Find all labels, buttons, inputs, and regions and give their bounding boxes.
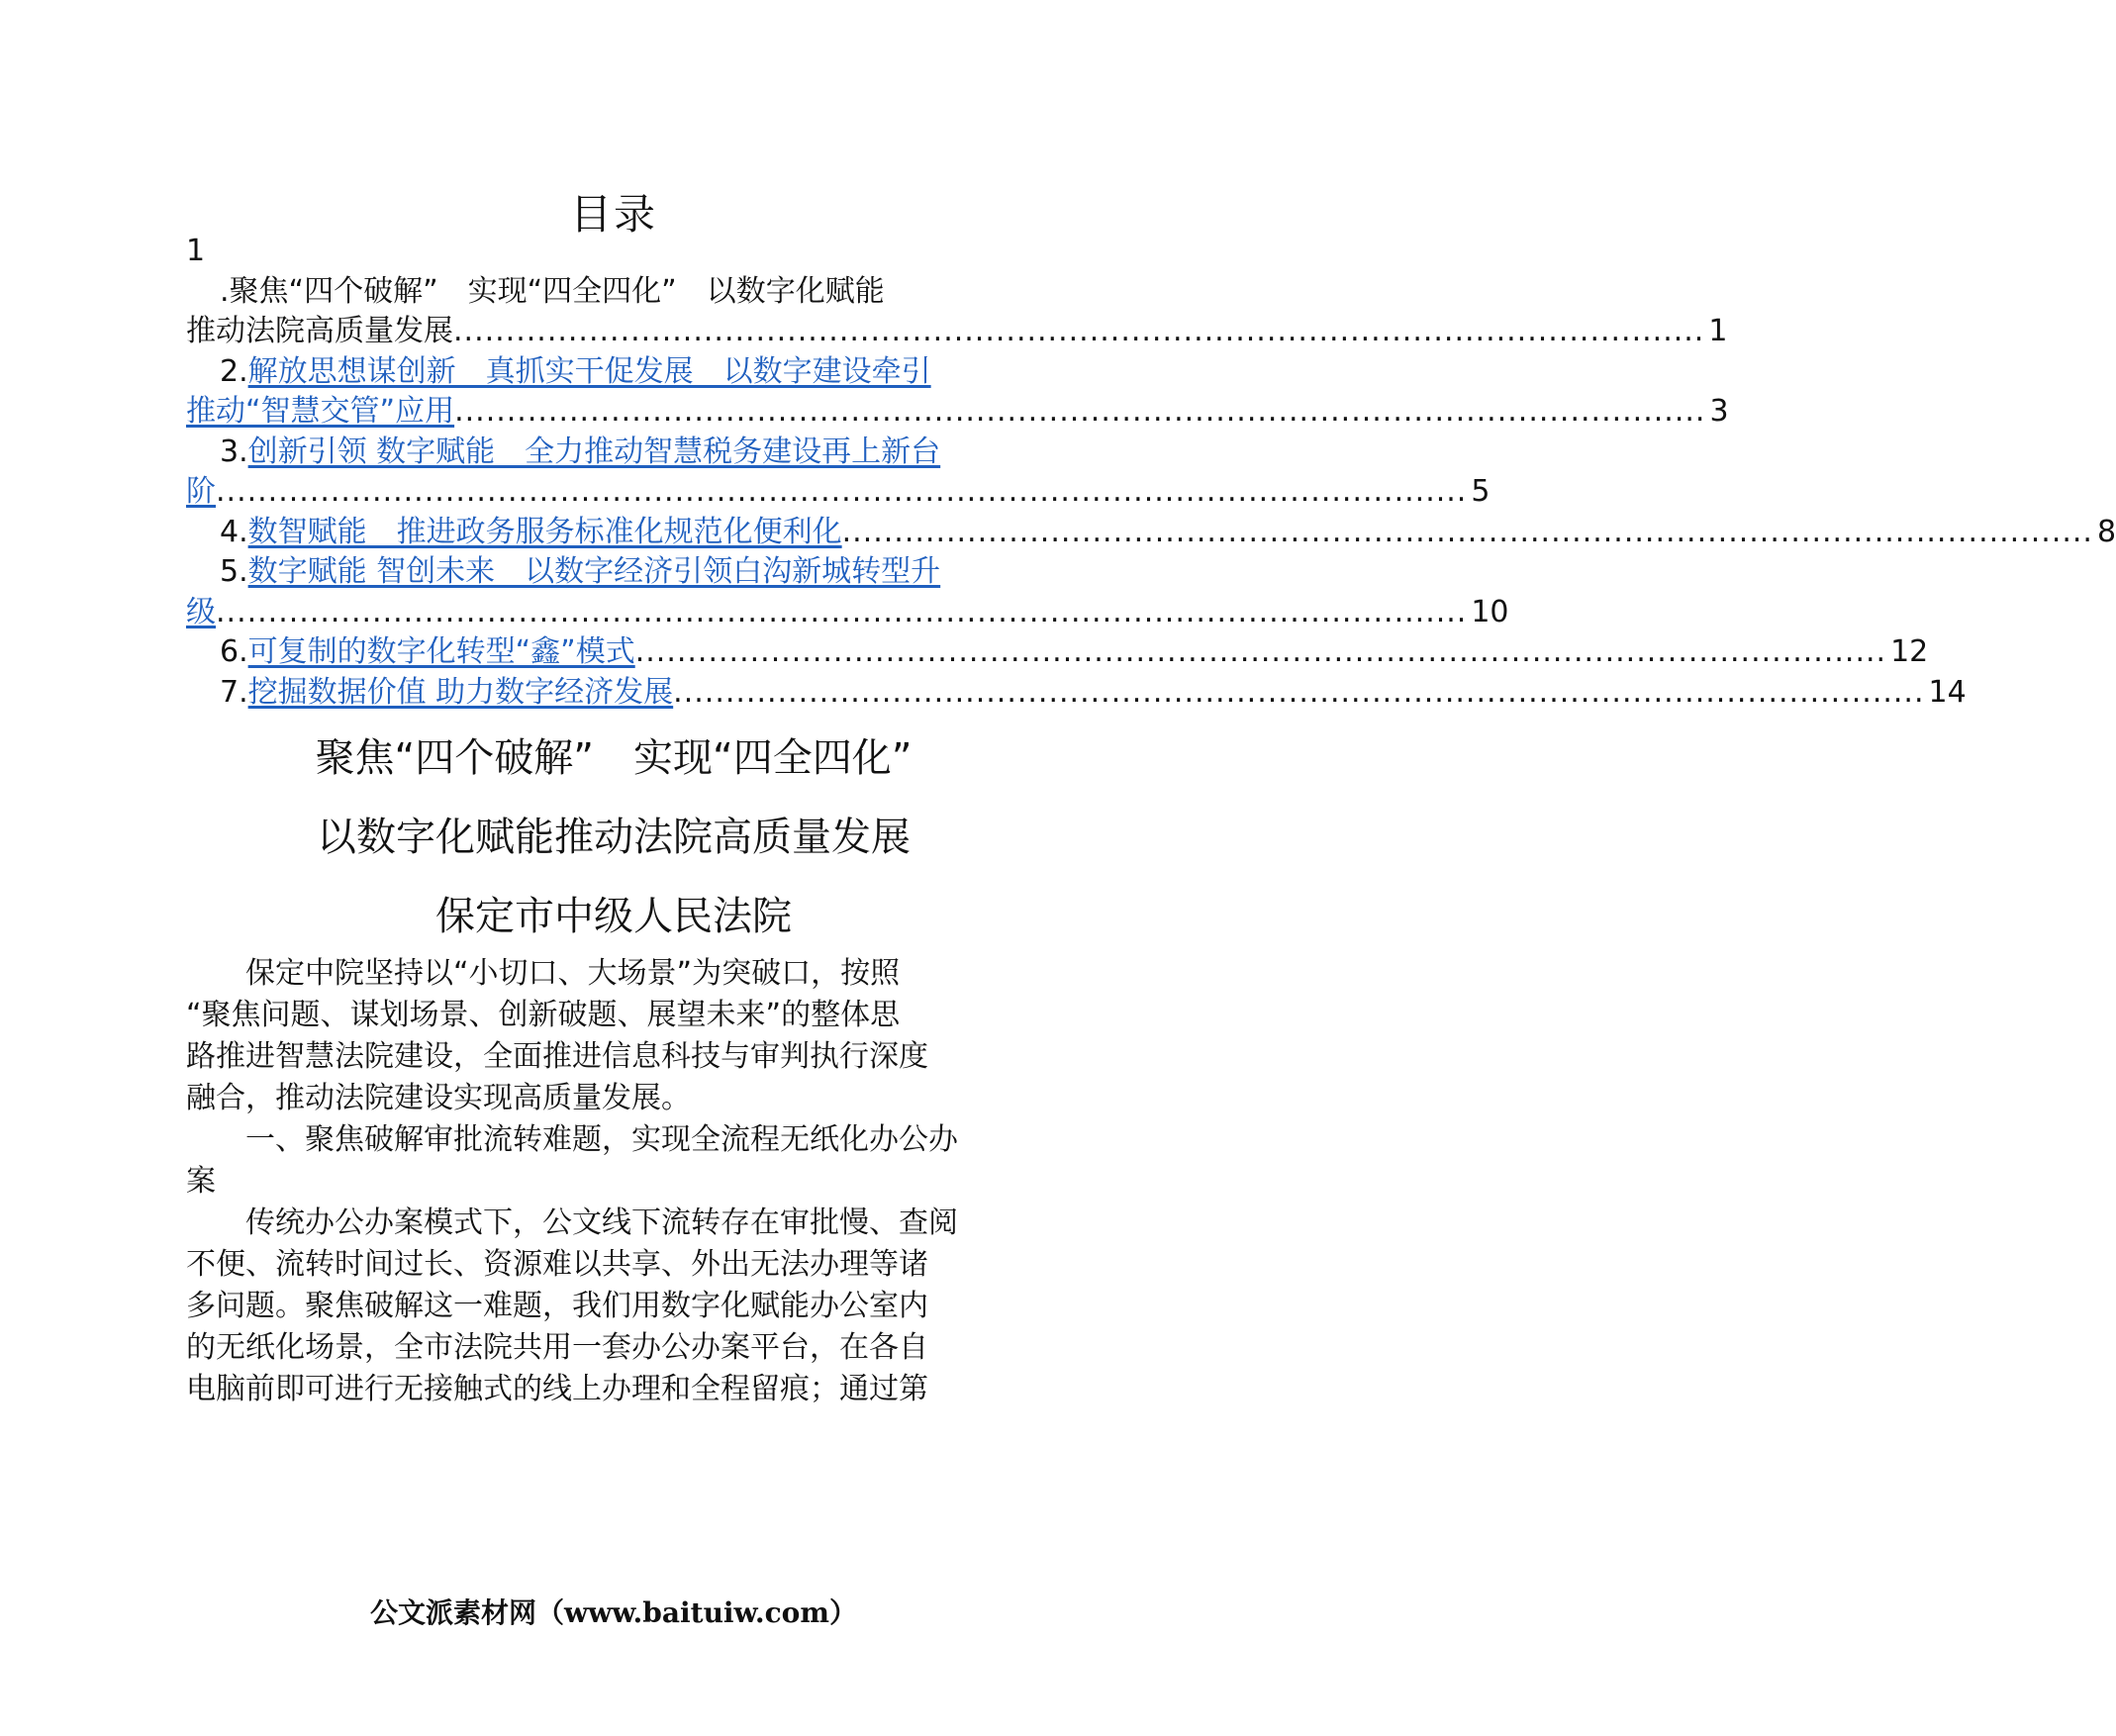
paragraph-line: 不便、流转时间过长、资源难以共享、外出无法办理等诸 [186, 1247, 928, 1282]
toc-item-2-line2[interactable] [186, 390, 1729, 434]
toc-item-4[interactable]: 4. 数智赋能 推进政务服务标准化规范化便利化 ........................................................................................................................ 8 [186, 511, 1043, 554]
article-title-line2: 以数字化赋能推动法院高质量发展 [317, 815, 911, 860]
toc-item-3-line1[interactable]: 3.创新引领 数字赋能 全力推动智慧税务建设再上新台 [220, 434, 941, 469]
toc-item-6[interactable]: 6. 可复制的数字化转型“鑫”模式 ........................................................................................................................ 12 [186, 630, 1043, 674]
section-heading-line: 案 [186, 1164, 216, 1199]
paragraph-line: 电脑前即可进行无接触式的线上办理和全程留痕；通过第 [186, 1372, 928, 1406]
toc-item-2-line1[interactable]: 2.解放思想谋创新 真抓实干促发展 以数字建设牵引 [220, 354, 931, 389]
toc-page-number: 12 [1890, 634, 1929, 669]
article-title-line1: 聚焦“四个破解” 实现“四全四化” [315, 735, 913, 781]
toc-page-number: 10 [1471, 595, 1509, 629]
toc-page-number: 8 [2096, 515, 2116, 549]
toc-item-5-line1[interactable]: 5.数字赋能 智创未来 以数字经济引领白沟新城转型升 [220, 554, 941, 589]
toc-item-6-link[interactable]: 可复制的数字化转型“鑫”模式 [247, 634, 635, 669]
paragraph-line: 多问题。聚焦破解这一难题，我们用数字化赋能办公室内 [186, 1289, 928, 1323]
toc-leader-dots: ........................................................................................................................ [453, 314, 1705, 348]
toc-item-2-link[interactable]: 解放思想谋创新 真抓实干促发展 以数字建设牵引 [247, 354, 931, 389]
toc-item-1-line2[interactable]: 推动法院高质量发展 ........................................................................................................................ 1 [186, 310, 1043, 353]
toc-title: 目录 [569, 190, 657, 239]
paragraph-line: 路推进智慧法院建设，全面推进信息科技与审判执行深度 [186, 1039, 928, 1074]
toc-leader-dots: ........................................................................................................................ [454, 394, 1706, 429]
toc-leader-dots: ........................................................................................................................ [216, 474, 1468, 509]
toc-item-3-line2[interactable] [186, 470, 1491, 514]
toc-item-1-line1[interactable]: .聚焦“四个破解” 实现“四全四化” 以数字化赋能 [220, 274, 885, 309]
toc-page-number: 3 [1709, 394, 1729, 429]
toc-item-7-link[interactable]: 挖掘数据价值 助力数字经济发展 [247, 675, 674, 710]
toc-leader-dots: ........................................................................................................................ [841, 515, 2093, 549]
paragraph-line: 保定中院坚持以“小切口、大场景”为突破口，按照 [245, 956, 901, 991]
paragraph-line: 的无纸化场景，全市法院共用一套办公办案平台，在各自 [186, 1330, 928, 1365]
toc-item-7[interactable]: 7. 挖掘数据价值 助力数字经济发展 ........................................................................................................................ 14 [186, 671, 1043, 715]
footer-watermark: 公文派素材网（www.baituiw.com） [370, 1596, 857, 1629]
toc-item-5-line2[interactable] [186, 591, 1509, 634]
toc-page-number: 14 [1928, 675, 1967, 710]
paragraph-line: “聚焦问题、谋划场景、创新破题、展望未来”的整体思 [186, 998, 901, 1032]
toc-item-1-number: 1 [186, 234, 206, 268]
toc-item-2-link-cont[interactable]: 推动“智慧交管”应用 [186, 394, 455, 429]
toc-page-number: 5 [1471, 474, 1491, 509]
toc-item-5-link[interactable]: 数字赋能 智创未来 以数字经济引领白沟新城转型升 [247, 554, 941, 589]
toc-item-5-link-cont[interactable]: 级 [186, 595, 216, 629]
toc-leader-dots: ........................................................................................................................ [634, 634, 1887, 669]
toc-leader-dots: ........................................................................................................................ [216, 595, 1468, 629]
section-heading-line: 一、聚焦破解审批流转难题，实现全流程无纸化办公办 [245, 1122, 958, 1157]
toc-item-3-link-cont[interactable]: 阶 [186, 474, 216, 509]
paragraph-line: 传统办公办案模式下，公文线下流转存在审批慢、查阅 [245, 1206, 958, 1240]
toc-item-4-link[interactable]: 数智赋能 推进政务服务标准化规范化便利化 [247, 515, 842, 549]
paragraph-line: 融合，推动法院建设实现高质量发展。 [186, 1081, 691, 1115]
toc-leader-dots: ........................................................................................................................ [673, 675, 1925, 710]
article-author: 保定市中级人民法院 [435, 894, 792, 939]
toc-item-3-link[interactable]: 创新引领 数字赋能 全力推动智慧税务建设再上新台 [247, 434, 941, 469]
toc-page-number: 1 [1708, 314, 1728, 348]
